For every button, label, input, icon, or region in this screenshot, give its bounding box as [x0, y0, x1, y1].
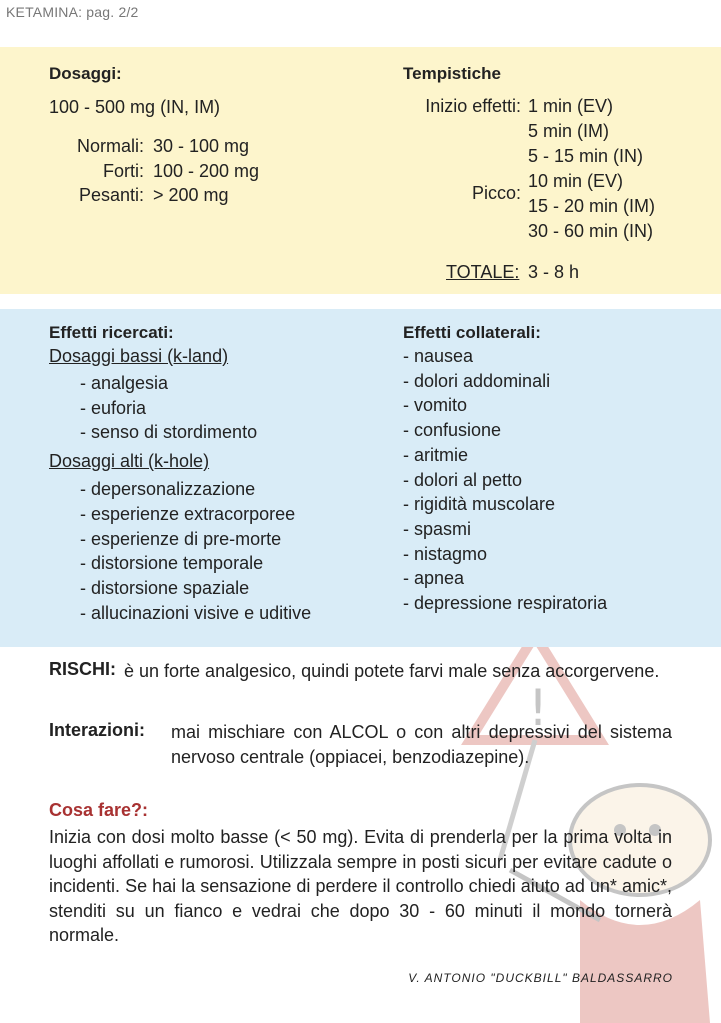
list-item: - euforia [80, 397, 147, 418]
onset-value: 5 min (IM) [528, 121, 609, 141]
low-doses-title: Dosaggi bassi (k-land) [49, 346, 229, 366]
side-effects-title: Effetti collaterali: [403, 323, 541, 342]
dosaggi-title: Dosaggi: [49, 64, 122, 83]
dose-level-label: Pesanti: [78, 185, 144, 205]
dose-level-label: Normali: [76, 136, 144, 156]
list-item: - vomito [403, 395, 468, 416]
dose-level-label: Forti: [102, 161, 144, 181]
total-label: TOTALE: [446, 262, 520, 282]
list-item: - dolori addominali [403, 370, 551, 391]
list-item: - senso di stordimento [80, 422, 258, 443]
peak-value: 30 - 60 min (IN) [528, 221, 654, 241]
list-item: - esperienze di pre-morte [80, 528, 282, 549]
onset-label: Inizio effetti: [425, 96, 521, 116]
list-item: - nistagmo [403, 543, 488, 564]
high-doses-title: Dosaggi alti (k-hole) [49, 451, 210, 472]
risks-label: RISCHI: [49, 659, 116, 679]
dose-level-value: > 200 mg [153, 185, 229, 205]
list-item: - aritmie [403, 444, 469, 465]
author-signature: V. ANTONIO "DUCKBILL" BALDASSARRO [408, 971, 673, 985]
low-doses-list [49, 371, 311, 445]
svg-text:!: ! [528, 679, 549, 737]
risks-text: è un forte analgesico, quindi potete farvi male senza accorgervene. [124, 661, 660, 681]
interactions-text: mai mischiare con ALCOL o con altri depressivi del sistema nervoso centrale (oppiacei, benzodiazepine). [171, 722, 672, 767]
list-item: - depersonalizzazione [80, 479, 256, 500]
list-item: - esperienze extracorporee [80, 503, 296, 524]
list-item: - allucinazioni visive e uditive [80, 602, 312, 623]
side-effects-list [403, 344, 607, 616]
list-item: - distorsione spaziale [80, 577, 250, 598]
desired-effects [49, 322, 311, 625]
list-item: - distorsione temporale [80, 553, 264, 574]
list-item: - dolori al petto [403, 469, 523, 490]
peak-value: 10 min (EV) [528, 171, 624, 191]
what-to-do-text: Inizia con dosi molto basse (< 50 mg). Evita di prenderla per la prima volta in luoghi affollati e rumorosi. Utilizzala sempre in posti sicuri per evitare cadute o incidenti. Se hai la sensazione di perdere il controllo chiedi aiuto ad un* amic*, stenditi su un fianco e vedrai che dopo 30 - 60 minuti il mondo tornerà normale. [49, 827, 672, 945]
side-effects [403, 322, 607, 616]
list-item: - rigidità muscolare [403, 494, 556, 515]
high-doses-list [49, 477, 311, 625]
interactions-label: Interazioni: [49, 720, 146, 740]
peak-value: 15 - 20 min (IM) [528, 196, 656, 216]
list-item: - analgesia [80, 373, 169, 393]
list-item: - confusione [403, 420, 502, 441]
list-item: - spasmi [403, 518, 472, 539]
onset-value: 5 - 15 min (IN) [528, 146, 644, 166]
tempistiche-title: Tempistiche [403, 64, 501, 83]
dose-level-value: 100 - 200 mg [153, 161, 260, 181]
what-to-do-title: Cosa fare?: [49, 800, 149, 820]
peak-label: Picco: [471, 183, 521, 203]
desired-effects-title: Effetti ricercati: [49, 323, 174, 342]
list-item: - apnea [403, 568, 465, 589]
list-item: - nausea [403, 346, 474, 366]
dose-level-value: 30 - 100 mg [153, 136, 250, 156]
dosaggi-range: 100 - 500 mg (IN, IM) [49, 97, 221, 117]
list-item: - depressione respiratoria [403, 593, 608, 614]
total-value: 3 - 8 h [528, 262, 580, 282]
onset-value: 1 min (EV) [528, 96, 614, 116]
page-header: KETAMINA: pag. 2/2 [6, 4, 139, 20]
